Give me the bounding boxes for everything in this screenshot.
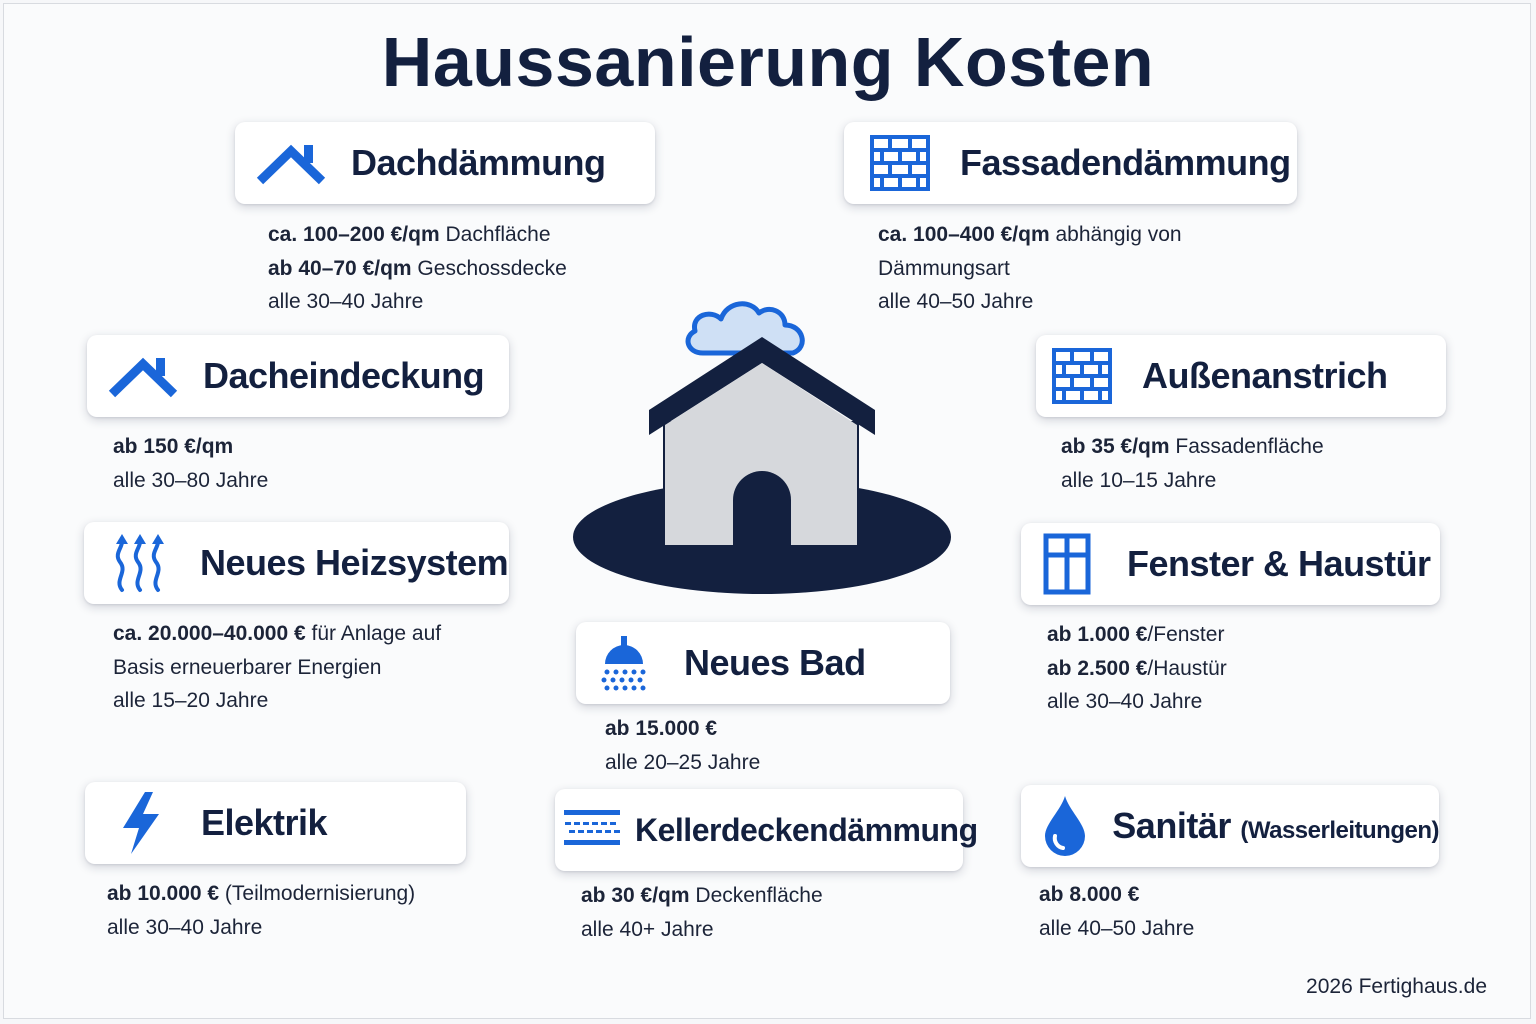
info-aussenanstrich: ab 35 €/qm Fassadenfläche alle 10–15 Jahre [1061, 435, 1324, 492]
window-icon [1029, 534, 1105, 594]
roof-icon [253, 133, 329, 193]
page-title: Haussanierung Kosten [381, 23, 1155, 101]
card-label: Dacheindeckung [203, 355, 485, 396]
card-aussenanstrich [1036, 335, 1446, 417]
footer-credit: 2026 Fertighaus.de [1306, 975, 1487, 998]
info-sanitaer: ab 8.000 € alle 40–50 Jahre [1039, 883, 1195, 940]
card-sanitaer [1021, 785, 1439, 867]
house-illustration [565, 275, 960, 605]
brick-wall-icon [862, 133, 938, 193]
card-label: Sanitär (Wasserleitungen) [1112, 805, 1439, 846]
card-heizsystem [84, 522, 509, 604]
info-dacheindeckung: ab 150 €/qm alle 30–80 Jahre [113, 435, 269, 492]
card-label: Dachdämmung [351, 142, 606, 183]
info-fenster: ab 1.000 €/Fenster ab 2.500 €/Haustür alle 30–40 Jahre [1047, 623, 1227, 713]
card-kellerdecke [555, 789, 978, 871]
card-label: Neues Bad [684, 642, 866, 683]
card-label: Kellerdeckendämmung [635, 811, 978, 848]
roof-icon [105, 346, 181, 406]
water-drop-icon [1031, 796, 1098, 856]
card-fenster [1021, 523, 1440, 605]
info-kellerdecke: ab 30 €/qm Deckenfläche alle 40+ Jahre [581, 884, 823, 941]
info-bad: ab 15.000 € alle 20–25 Jahre [605, 717, 761, 774]
card-label: Fenster & Haustür [1127, 543, 1431, 584]
card-bad [576, 622, 950, 704]
brick-wall-icon [1044, 346, 1120, 406]
card-dacheindeckung [87, 335, 509, 417]
lightning-icon [103, 793, 179, 853]
heat-waves-icon [102, 533, 178, 593]
info-fassadendaemmung: ca. 100–400 €/qm abhängig von Dämmungsart alle 40–50 Jahre [878, 223, 1182, 313]
card-dachdaemmung [235, 122, 655, 204]
card-label: Außenanstrich [1142, 355, 1388, 396]
info-dachdaemmung: ca. 100–200 €/qm Dachfläche ab 40–70 €/qm Geschossdecke alle 30–40 Jahre [268, 223, 567, 313]
card-elektrik [85, 782, 466, 864]
info-heizsystem: ca. 20.000–40.000 € für Anlage auf Basis erneuerbarer Energien alle 15–20 Jahre [113, 622, 442, 712]
shower-icon [586, 633, 662, 693]
cloud-icon [688, 304, 802, 353]
insulation-layers-icon [563, 800, 621, 860]
card-label: Neues Heizsystem [200, 542, 509, 583]
card-fassadendaemmung [844, 122, 1297, 204]
card-label: Fassadendämmung [960, 142, 1291, 183]
card-label: Elektrik [201, 802, 328, 843]
info-elektrik: ab 10.000 € (Teilmodernisierung) alle 30–40 Jahre [107, 882, 416, 939]
